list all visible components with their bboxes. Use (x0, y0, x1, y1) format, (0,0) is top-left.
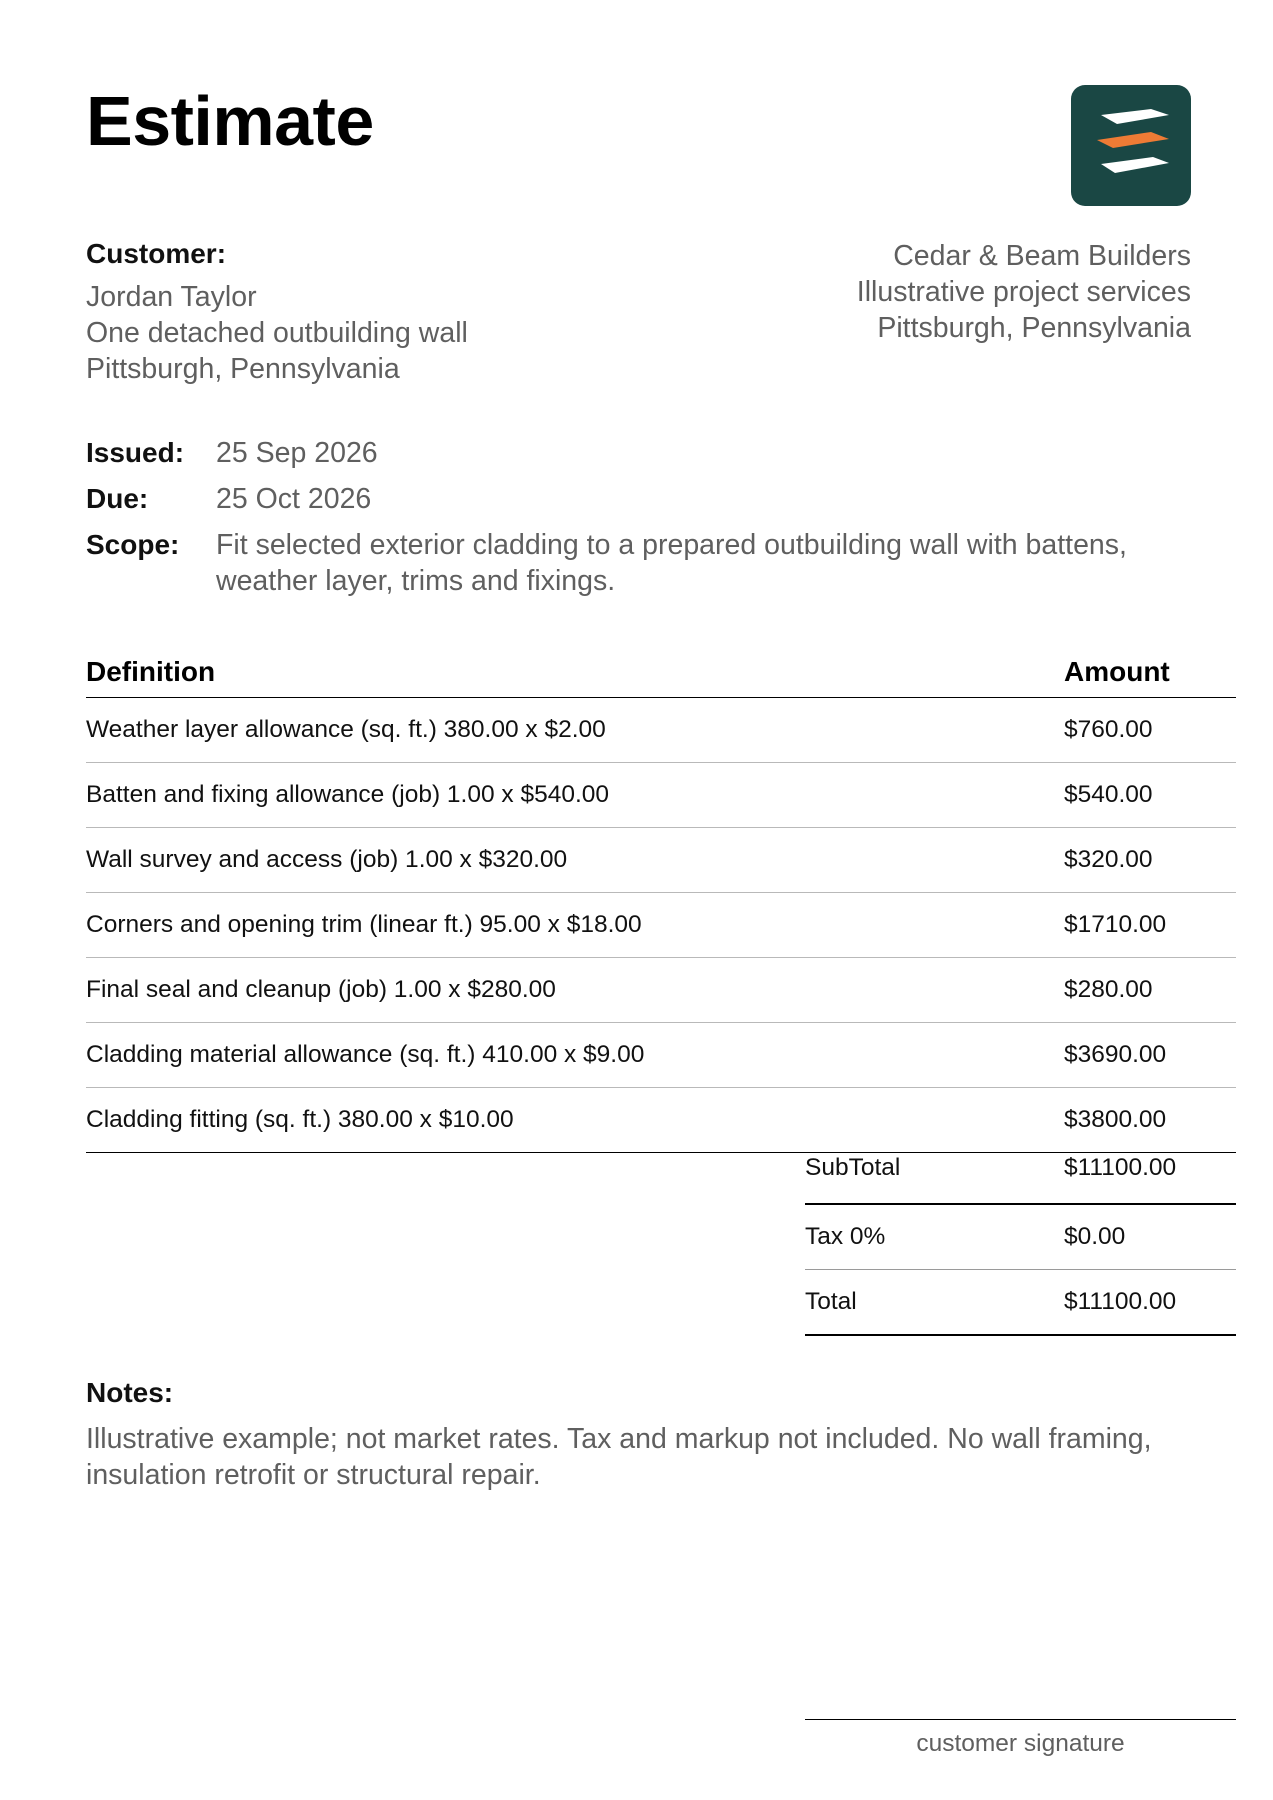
table-row (86, 698, 1236, 763)
row-definition: Final seal and cleanup (job) 1.00 x $280.00 (86, 976, 556, 1003)
notes-text: Illustrative example; not market rates. Tax and markup not included. No wall framing, insulation retrofit or structural repair. (86, 1423, 1152, 1491)
row-definition: Wall survey and access (job) 1.00 x $320.00 (86, 846, 568, 873)
table-row (86, 1088, 1236, 1153)
subtotal-value: $11100.00 (1064, 1154, 1177, 1181)
logo-plank-top (1101, 109, 1169, 124)
subtotal-label: SubTotal (805, 1154, 901, 1181)
notes-block (86, 1377, 1186, 1493)
line-items-table (86, 651, 1236, 1153)
customer-project: One detached outbuilding wall (86, 317, 468, 349)
row-amount: $760.00 (1064, 716, 1153, 743)
row-definition: Weather layer allowance (sq. ft.) 380.00 x $2.00 (86, 716, 606, 743)
totals-block (805, 1148, 1236, 1336)
customer-location: Pittsburgh, Pennsylvania (86, 353, 400, 385)
scope-row (86, 527, 1236, 599)
scope-label: Scope: (86, 529, 180, 560)
customer-label: Customer: (86, 238, 227, 269)
tax-value: $0.00 (1064, 1223, 1126, 1250)
tax-row (805, 1205, 1236, 1270)
row-definition: Cladding fitting (sq. ft.) 380.00 x $10.00 (86, 1106, 514, 1133)
signature-label: customer signature (916, 1730, 1125, 1757)
company-location: Pittsburgh, Pennsylvania (877, 312, 1191, 344)
logo-plank-bottom (1101, 157, 1169, 173)
company-name: Cedar & Beam Builders (893, 240, 1191, 272)
company-block (631, 238, 1191, 346)
estimate-meta (86, 435, 1236, 599)
due-label: Due: (86, 483, 149, 514)
definition-header: Definition (86, 656, 216, 687)
issued-date: 25 Sep 2026 (216, 437, 378, 469)
notes-label: Notes: (86, 1377, 174, 1408)
row-amount: $280.00 (1064, 976, 1153, 1003)
company-tagline: Illustrative project services (856, 276, 1191, 308)
subtotal-row (805, 1148, 1236, 1205)
customer-block (86, 238, 646, 387)
scope-text: Fit selected exterior cladding to a prepared outbuilding wall with battens, weather layer, trims and fixings. (216, 529, 1127, 597)
due-row (86, 481, 1236, 517)
page-title: Estimate (86, 82, 374, 160)
table-row (86, 958, 1236, 1023)
table-row (86, 763, 1236, 828)
table-header (86, 651, 1236, 698)
total-row (805, 1270, 1236, 1336)
table-row (86, 1023, 1236, 1088)
row-definition: Corners and opening trim (linear ft.) 95.00 x $18.00 (86, 911, 642, 938)
customer-name: Jordan Taylor (86, 281, 257, 313)
signature-line (805, 1719, 1236, 1758)
row-amount: $1710.00 (1064, 911, 1167, 938)
row-definition: Cladding material allowance (sq. ft.) 410.00 x $9.00 (86, 1041, 645, 1068)
row-amount: $320.00 (1064, 846, 1153, 873)
table-row (86, 893, 1236, 958)
logo-plank-middle (1097, 132, 1169, 148)
row-amount: $3800.00 (1064, 1106, 1167, 1133)
tax-label: Tax 0% (805, 1223, 886, 1250)
due-date: 25 Oct 2026 (216, 483, 372, 515)
total-value: $11100.00 (1064, 1288, 1177, 1315)
row-amount: $540.00 (1064, 781, 1153, 808)
total-label: Total (805, 1288, 857, 1315)
table-row (86, 828, 1236, 893)
row-definition: Batten and fixing allowance (job) 1.00 x $540.00 (86, 781, 610, 808)
issued-label: Issued: (86, 437, 185, 468)
issued-row (86, 435, 1236, 471)
layered-planks-logo (1071, 85, 1191, 206)
amount-header: Amount (1064, 656, 1170, 687)
row-amount: $3690.00 (1064, 1041, 1167, 1068)
company-logo-icon (1071, 85, 1191, 206)
